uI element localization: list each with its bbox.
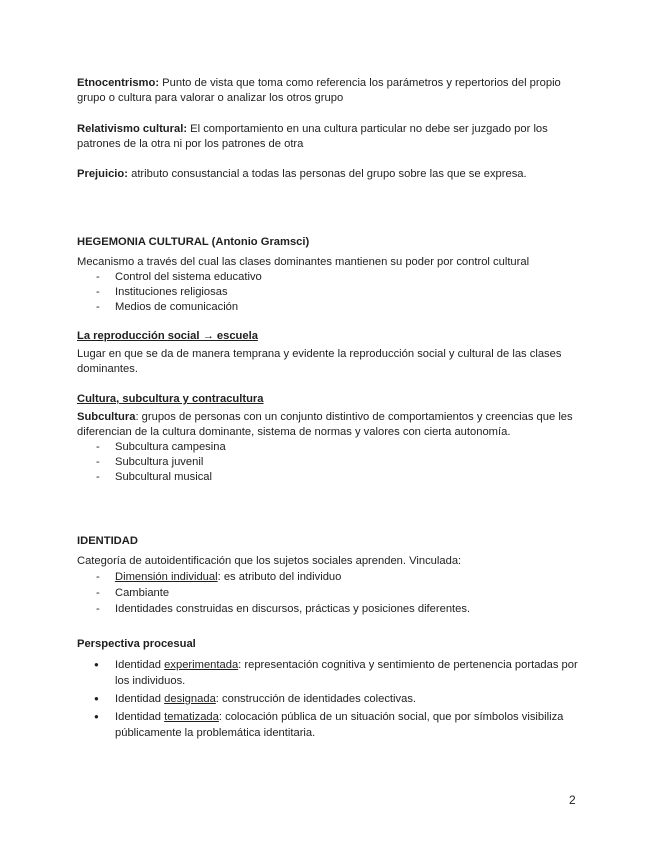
underlined-term: designada (164, 693, 216, 705)
list-item: - Subcultural musical (77, 470, 582, 485)
item-prefix: Identidad (115, 693, 165, 705)
definition: Punto de vista que toma como referencia los parámetros y repertorios del propio grupo o cultura para valorar o analizar los otros grupo (77, 77, 561, 104)
underlined-term: experimentada (164, 659, 239, 671)
section-heading: Perspectiva procesual (77, 638, 196, 650)
section-intro: Mecanismo a través del cual las clases dominantes mantienen su poder por control cultural (77, 256, 530, 268)
cultura-section (77, 392, 582, 485)
relativismo-paragraph (77, 122, 582, 152)
list-item: - Instituciones religiosas (77, 285, 582, 300)
section-heading: HEGEMONIA CULTURAL (Antonio Gramsci) (77, 236, 310, 248)
item-text: : construcción de identidades colectivas. (215, 693, 417, 705)
section-heading: Cultura, subcultura y contracultura (77, 393, 264, 405)
definition: atributo consustancial a todas las personas del grupo sobre las que se expresa. (127, 168, 527, 180)
bullet-list (77, 270, 582, 315)
bullet-list (77, 440, 582, 485)
term: Prejuicio: (77, 168, 128, 180)
definition: El comportamiento en una cultura particular no debe ser juzgado por los patrones de la otra ni por los patrones de otra (77, 123, 548, 150)
list-item (77, 569, 582, 585)
list-item (77, 691, 582, 707)
section-heading: La reproducción social → escuela (77, 330, 258, 342)
item-text: : representación cognitiva y sentimiento de pertenencia portadas por los individuos. (115, 659, 578, 687)
term: Subcultura (77, 411, 136, 423)
item-text: : colocación pública de un situación social, que por símbolos visibiliza públicamente la problemática identitaria. (115, 711, 564, 739)
list-item: - Identidades construidas en discursos, prácticas y posiciones diferentes. (77, 601, 582, 617)
hegemonia-section (77, 235, 582, 315)
list-item (77, 709, 582, 741)
list-item: - Medios de comunicación (77, 300, 582, 315)
subcultura-definition (77, 410, 582, 440)
list-item: - Control del sistema educativo (77, 270, 582, 285)
list-item: - Subcultura juvenil (77, 455, 582, 470)
bullet-list (77, 569, 582, 617)
term: Etnocentrismo: (77, 77, 160, 89)
list-item (77, 657, 582, 689)
section-heading: IDENTIDAD (77, 535, 138, 547)
bullet-list (77, 657, 582, 741)
item-text: : es atributo del individuo (217, 571, 342, 583)
reproduccion-section (77, 329, 582, 377)
item-prefix: Identidad (115, 659, 165, 671)
list-item: - Subcultura campesina (77, 440, 582, 455)
section-text: Lugar en que se da de manera temprana y evidente la reproducción social y cultural de las clases dominantes. (77, 348, 562, 375)
prejuicio-paragraph (77, 167, 582, 182)
term: Relativismo cultural: (77, 123, 188, 135)
identidad-section (77, 534, 582, 617)
etnocentrismo-paragraph (77, 76, 582, 106)
underlined-term: Dimensión individual (115, 571, 218, 583)
page-number: 2 (569, 793, 576, 807)
section-intro: Categoría de autoidentificación que los sujetos sociales aprenden. Vinculada: (77, 555, 462, 567)
item-prefix: Identidad (115, 711, 165, 723)
definition: : grupos de personas con un conjunto distintivo de comportamientos y creencias que les diferencian de la cultura dominante, sistema de normas y valores con cierta autonomía. (77, 411, 573, 438)
underlined-term: tematizada (164, 711, 219, 723)
perspectiva-section (77, 637, 582, 743)
list-item: - Cambiante (77, 585, 582, 601)
